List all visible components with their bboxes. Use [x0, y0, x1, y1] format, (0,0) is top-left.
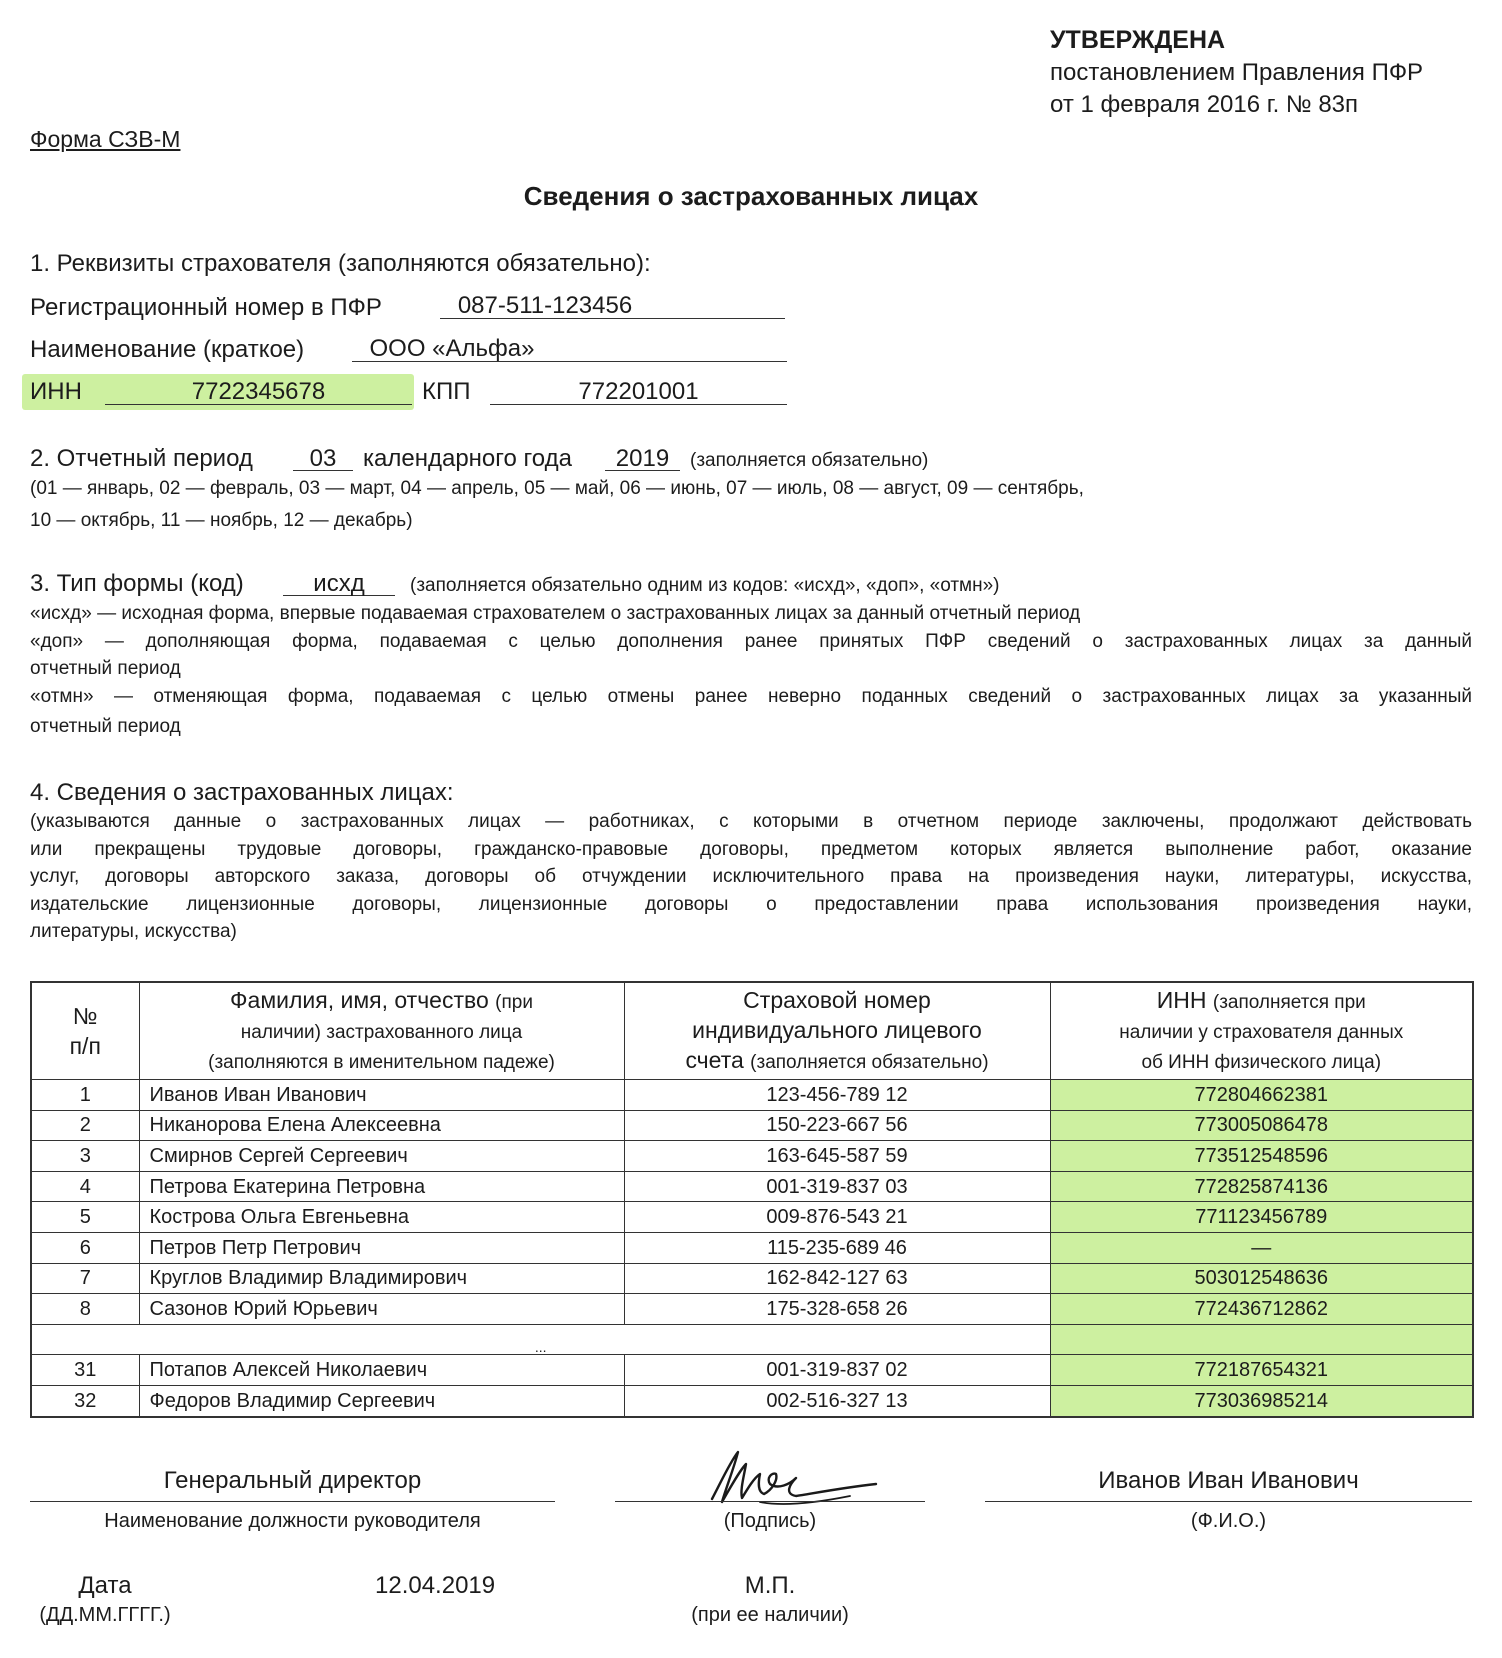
table-row [31, 1080, 1473, 1111]
form-type-desc-1: «исхд» — исходная форма, впервые подаваемая страхователем о застрахованных лицах за данный отчетный период [30, 603, 1081, 624]
fio-caption: (Ф.И.О.) [1190, 1510, 1267, 1532]
year-value: 2019 [615, 445, 670, 472]
table-row [31, 1141, 1473, 1172]
table-row [31, 1171, 1473, 1202]
row-number: 7 [31, 1263, 139, 1294]
row-inn: 772436712862 [1050, 1294, 1473, 1325]
months-line-2: 10 — октябрь, 11 — ноябрь, 12 — декабрь) [30, 510, 413, 531]
section4-description [30, 808, 1472, 946]
form-type-desc-5: отчетный период [30, 716, 181, 737]
form-type-value: исхд [313, 570, 365, 597]
document-title: Сведения о застрахованных лицах [523, 181, 979, 211]
name-label: Наименование (краткое) [30, 336, 305, 363]
row-fio: Петрова Екатерина Петровна [139, 1171, 624, 1202]
section4-title: 4. Сведения о застрахованных лицах: [30, 779, 454, 806]
col-header-number: № п/п [31, 982, 139, 1080]
row-fio: Сазонов Юрий Юрьевич [139, 1294, 624, 1325]
signature-line [615, 1501, 925, 1502]
row-snils: 001-319-837 03 [624, 1171, 1050, 1202]
kpp-value: 772201001 [578, 378, 699, 405]
form-type-desc-4: «отмн» — отменяющая форма, подаваемая с целью отмены ранее неверно поданных сведений о застрахованных лицах за указанный [30, 685, 1472, 707]
stamp-label: М.П. [744, 1572, 796, 1599]
row-snils: 163-645-587 59 [624, 1141, 1050, 1172]
row-snils: 009-876-543 21 [624, 1202, 1050, 1233]
table-row [31, 1110, 1473, 1141]
year-label: календарного года [363, 445, 572, 472]
row-snils: 002-516-327 13 [624, 1385, 1050, 1416]
table-row-ellipsis [31, 1324, 1473, 1355]
row-inn: 773005086478 [1050, 1110, 1473, 1141]
section4-desc-4: издательские лицензионные договоры, лицензионные договоры о предоставлении права использования произведения науки, [30, 893, 1472, 915]
row-inn: 772804662381 [1050, 1080, 1473, 1111]
row-fio: Круглов Владимир Владимирович [139, 1263, 624, 1294]
row-number: 1 [31, 1080, 139, 1111]
period-value: 03 [309, 445, 337, 472]
row-fio: Смирнов Сергей Сергеевич [139, 1141, 624, 1172]
row-fio: Потапов Алексей Николаевич [139, 1355, 624, 1386]
row-fio: Иванов Иван Иванович [139, 1080, 624, 1111]
row-inn: 773036985214 [1050, 1385, 1473, 1416]
position-caption: Наименование должности руководителя [104, 1510, 481, 1532]
period-note: (заполняется обязательно) [690, 450, 929, 471]
reg-number-label: Регистрационный номер в ПФР [30, 294, 382, 321]
table-row [31, 1385, 1473, 1416]
table-header-row [31, 982, 1473, 1080]
table-row [31, 1232, 1473, 1263]
table-row [31, 1355, 1473, 1386]
row-fio: Федоров Владимир Сергеевич [139, 1385, 624, 1416]
name-value: ООО «Альфа» [369, 335, 535, 362]
date-format: (ДД.ММ.ГГГГ.) [39, 1604, 171, 1626]
date-label: Дата [78, 1572, 132, 1599]
table-row [31, 1294, 1473, 1325]
row-inn: 772825874136 [1050, 1171, 1473, 1202]
row-snils: 123-456-789 12 [624, 1080, 1050, 1111]
row-fio: Кострова Ольга Евгеньевна [139, 1202, 624, 1233]
row-snils: 115-235-689 46 [624, 1232, 1050, 1263]
form-type-note: (заполняется обязательно одним из кодов: «исхд», «доп», «отмн») [410, 575, 1000, 596]
row-number: 4 [31, 1171, 139, 1202]
ellipsis-cell: ... [31, 1324, 1050, 1355]
row-number: 8 [31, 1294, 139, 1325]
row-inn: 771123456789 [1050, 1202, 1473, 1233]
row-inn: 772187654321 [1050, 1355, 1473, 1386]
row-number: 31 [31, 1355, 139, 1386]
section4-desc-2: или прекращены трудовые договоры, гражданско-правовые договоры, предметом которых является выполнение работ, оказание [30, 838, 1472, 860]
row-snils: 175-328-658 26 [624, 1294, 1050, 1325]
row-number: 5 [31, 1202, 139, 1233]
table-row [31, 1202, 1473, 1233]
section4-desc-5: литературы, искусства) [30, 921, 237, 942]
form-type-desc-3: отчетный период [30, 658, 181, 679]
row-number: 6 [31, 1232, 139, 1263]
table-row [31, 1263, 1473, 1294]
section4-desc-3: услуг, договоры авторского заказа, договоры об отчуждении исключительного права на произведения науки, литературы, искусства, [30, 866, 1472, 887]
section4-desc-1: (указываются данные о застрахованных лицах — работниках, с которыми в отчетном периоде заключены, продолжают действовать [30, 811, 1472, 832]
inn-label: ИНН [30, 378, 82, 405]
insured-persons-table [30, 981, 1474, 1418]
form-name: Форма СЗВ-М [30, 126, 181, 152]
row-snils: 162-842-127 63 [624, 1263, 1050, 1294]
section1-title: 1. Реквизиты страхователя (заполняются обязательно): [30, 250, 651, 277]
row-fio: Петров Петр Петрович [139, 1232, 624, 1263]
col-header-snils: Страховой номер индивидуального лицевого счета (заполняется обязательно) [624, 982, 1050, 1080]
signature-image [700, 1444, 880, 1514]
date-value: 12.04.2019 [375, 1572, 496, 1599]
signature-caption: (Подпись) [723, 1510, 817, 1532]
ellipsis-inn-cell [1050, 1324, 1473, 1355]
row-snils: 150-223-667 56 [624, 1110, 1050, 1141]
section3-title: 3. Тип формы (код) [30, 570, 244, 597]
form-type-desc-2: «доп» — дополняющая форма, подаваемая с целью дополнения ранее принятых ПФР сведений о застрахованных лицах за данный [30, 630, 1472, 652]
row-fio: Никанорова Елена Алексеевна [139, 1110, 624, 1141]
approved-line-2: от 1 февраля 2016 г. № 83п [1050, 91, 1359, 118]
approved-line-1: постановлением Правления ПФР [1050, 59, 1424, 86]
inn-value: 7722345678 [191, 378, 326, 405]
kpp-label: КПП [422, 378, 471, 405]
row-inn: — [1050, 1232, 1473, 1263]
row-number: 3 [31, 1141, 139, 1172]
row-inn: 773512548596 [1050, 1141, 1473, 1172]
section2-title: 2. Отчетный период [30, 445, 253, 472]
stamp-note: (при ее наличии) [691, 1604, 849, 1626]
reg-number-value: 087-511-123456 [457, 292, 633, 319]
position-line [30, 1501, 555, 1502]
col-header-fio: Фамилия, имя, отчество (при наличии) застрахованного лица (заполняются в именительном падеже) [139, 982, 624, 1080]
row-number: 32 [31, 1385, 139, 1416]
row-inn: 503012548636 [1050, 1263, 1473, 1294]
row-snils: 001-319-837 02 [624, 1355, 1050, 1386]
approved-title: УТВЕРЖДЕНА [1050, 26, 1226, 54]
row-number: 2 [31, 1110, 139, 1141]
fio-line [985, 1501, 1472, 1502]
col-header-inn: ИНН (заполняется при наличии у страхователя данных об ИНН физического лица) [1050, 982, 1473, 1080]
form-type-descriptions [30, 600, 1472, 741]
position-value: Генеральный директор [163, 1467, 422, 1494]
months-line-1: (01 — январь, 02 — февраль, 03 — март, 04 — апрель, 05 — май, 06 — июнь, 07 — июль, 08 — август, 09 — сентябрь, [30, 478, 1084, 499]
fio-value: Иванов Иван Иванович [1098, 1467, 1359, 1494]
